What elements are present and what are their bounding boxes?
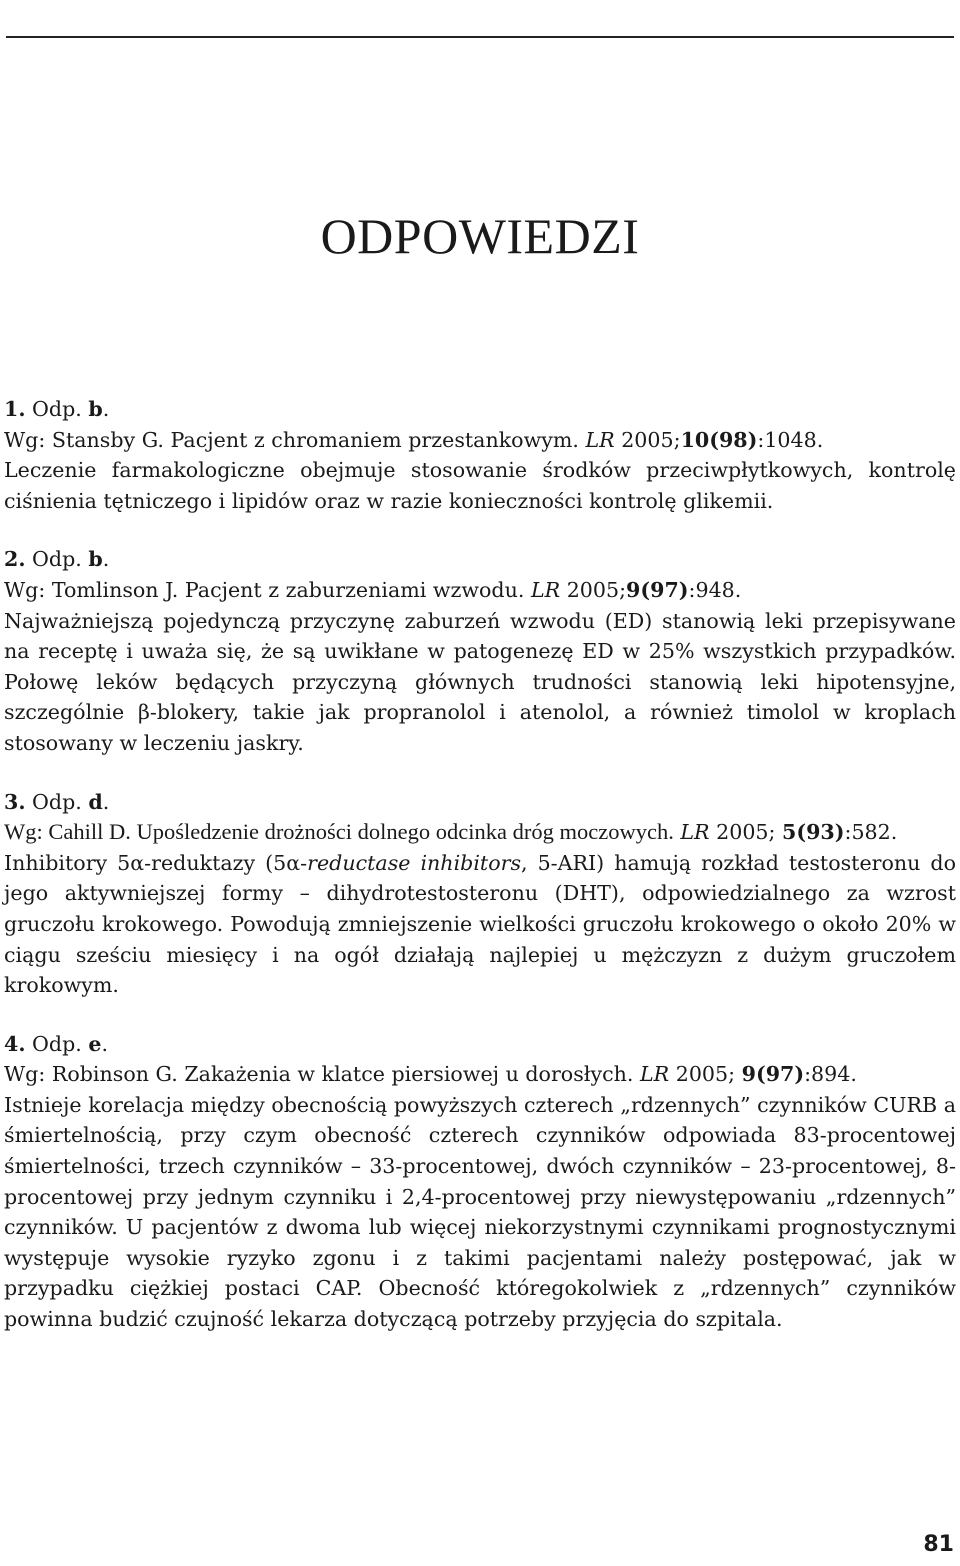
reference-issue: 9(97) bbox=[626, 577, 689, 602]
answer-reference bbox=[4, 817, 956, 848]
page-number: 81 bbox=[923, 1532, 954, 1557]
answer-number: 3. bbox=[4, 789, 26, 814]
journal-name: LR bbox=[639, 1062, 670, 1087]
answer-letter: e bbox=[88, 1031, 102, 1056]
reference-pages: :1048. bbox=[757, 427, 824, 452]
answer-reference bbox=[4, 425, 956, 456]
reference-issue: 5(93) bbox=[782, 820, 845, 845]
body-text-end: , 5-ARI) hamują rozkład testosteronu do jego aktywniejszej formy – dihydrotestosteronu (DHT), odpowiedzialnego za wzrost gruczołu krokowego. Powodują zmniejszenie wielkości gruczołu krokowego o około 20% w ciągu sześciu miesięcy i na ogół działają najlepiej u mężczyzn z dużym gruczołem krokowym. bbox=[4, 850, 956, 998]
answer-number: 4. bbox=[4, 1031, 26, 1056]
reference-year: 2005; bbox=[566, 577, 627, 602]
answer-1 bbox=[4, 394, 956, 516]
answer-odp: Odp. bbox=[32, 789, 82, 814]
answer-header bbox=[4, 394, 956, 425]
reference-issue: 10(98) bbox=[680, 427, 758, 452]
reference-year: 2005; bbox=[621, 427, 681, 452]
answer-dot: . bbox=[102, 397, 110, 421]
answer-body: Leczenie farmakologiczne obejmuje stosowanie środków przeciwpłytkowych, kontrolę ciśnienia tętniczego i lipidów oraz w razie konieczności kontrolę glikemii. bbox=[4, 458, 956, 513]
reference-text: Wg: Tomlinson J. Pacjent z zaburzeniami wzwodu. bbox=[4, 577, 525, 602]
body-text-start: Inhibitory 5α-reduktazy (5α- bbox=[4, 850, 308, 875]
answer-letter: d bbox=[88, 789, 103, 814]
reference-year: 2005; bbox=[716, 820, 776, 845]
answers-section bbox=[4, 394, 956, 1363]
answer-body bbox=[4, 848, 956, 1001]
answer-reference bbox=[4, 1059, 956, 1090]
answer-letter: b bbox=[88, 397, 103, 421]
answer-header bbox=[4, 1029, 956, 1060]
reference-pages: :582. bbox=[844, 820, 898, 845]
answer-3 bbox=[4, 787, 956, 1001]
journal-name: LR bbox=[680, 820, 710, 845]
answer-header bbox=[4, 544, 956, 575]
reference-pages: :948. bbox=[688, 577, 742, 602]
answer-4 bbox=[4, 1029, 956, 1335]
answer-body: Istnieje korelacja między obecnością powyższych czterech „rdzennych” czynników CURB a śmiertelnością, przy czym obecność czterech czynników odpowiada 83-procentowej śmiertelności, trzech czynników – 33-procentowej, dwóch czynników – 23-procentowej, 8-procentowej przy jednym czynniku i 2,4-procentowej przy niewystępowaniu „rdzennych” czynników. U pacjentów z dwoma lub więcej niekorzystnymi czynnikami prognostycznymi występuje wysokie ryzyko zgonu i z takimi pacjentami należy postępować, jak w przypadku ciężkiej postaci CAP. Obecność któregokolwiek z „rdzennych” czynników powinna budzić czujność lekarza dotyczącą potrzeby przyjęcia do szpitala. bbox=[4, 1092, 956, 1332]
answer-2 bbox=[4, 544, 956, 758]
reference-pages: :894. bbox=[804, 1062, 857, 1087]
journal-name: LR bbox=[530, 577, 561, 602]
answer-odp: Odp. bbox=[32, 1031, 82, 1056]
reference-year: 2005; bbox=[675, 1062, 736, 1087]
answer-number: 2. bbox=[4, 547, 26, 572]
body-text-italic: reductase inhibitors bbox=[307, 850, 522, 875]
answer-dot: . bbox=[102, 547, 110, 572]
reference-text: Wg: Stansby G. Pacjent z chromaniem przestankowym. bbox=[4, 427, 579, 452]
answer-dot: . bbox=[102, 789, 110, 814]
reference-text: Wg: Robinson G. Zakażenia w klatce piersiowej u dorosłych. bbox=[4, 1062, 634, 1087]
answer-letter: b bbox=[88, 547, 103, 572]
answer-odp: Odp. bbox=[32, 397, 82, 421]
answer-dot: . bbox=[101, 1031, 109, 1056]
answer-number: 1. bbox=[4, 397, 26, 421]
top-rule bbox=[6, 36, 954, 38]
answer-header bbox=[4, 787, 956, 818]
page-title: ODPOWIEDZI bbox=[320, 208, 640, 264]
answer-body: Najważniejszą pojedynczą przyczynę zaburzeń wzwodu (ED) stanowią leki przepisywane na receptę i uważa się, że są uwikłane w patogenezę ED w 25% wszystkich przypadków. Połowę leków będących przyczyną głównych trudności stanowią leki hipotensyjne, szczególnie β-blokery, takie jak propranolol i atenolol, a również timolol w kroplach stosowany w leczeniu jaskry. bbox=[4, 608, 956, 755]
journal-name: LR bbox=[585, 427, 615, 452]
reference-text: Wg: Cahill D. Upośledzenie drożności dolnego odcinka dróg moczowych. bbox=[4, 819, 674, 845]
answer-reference bbox=[4, 575, 956, 606]
reference-issue: 9(97) bbox=[741, 1062, 805, 1087]
answer-odp: Odp. bbox=[32, 547, 82, 572]
